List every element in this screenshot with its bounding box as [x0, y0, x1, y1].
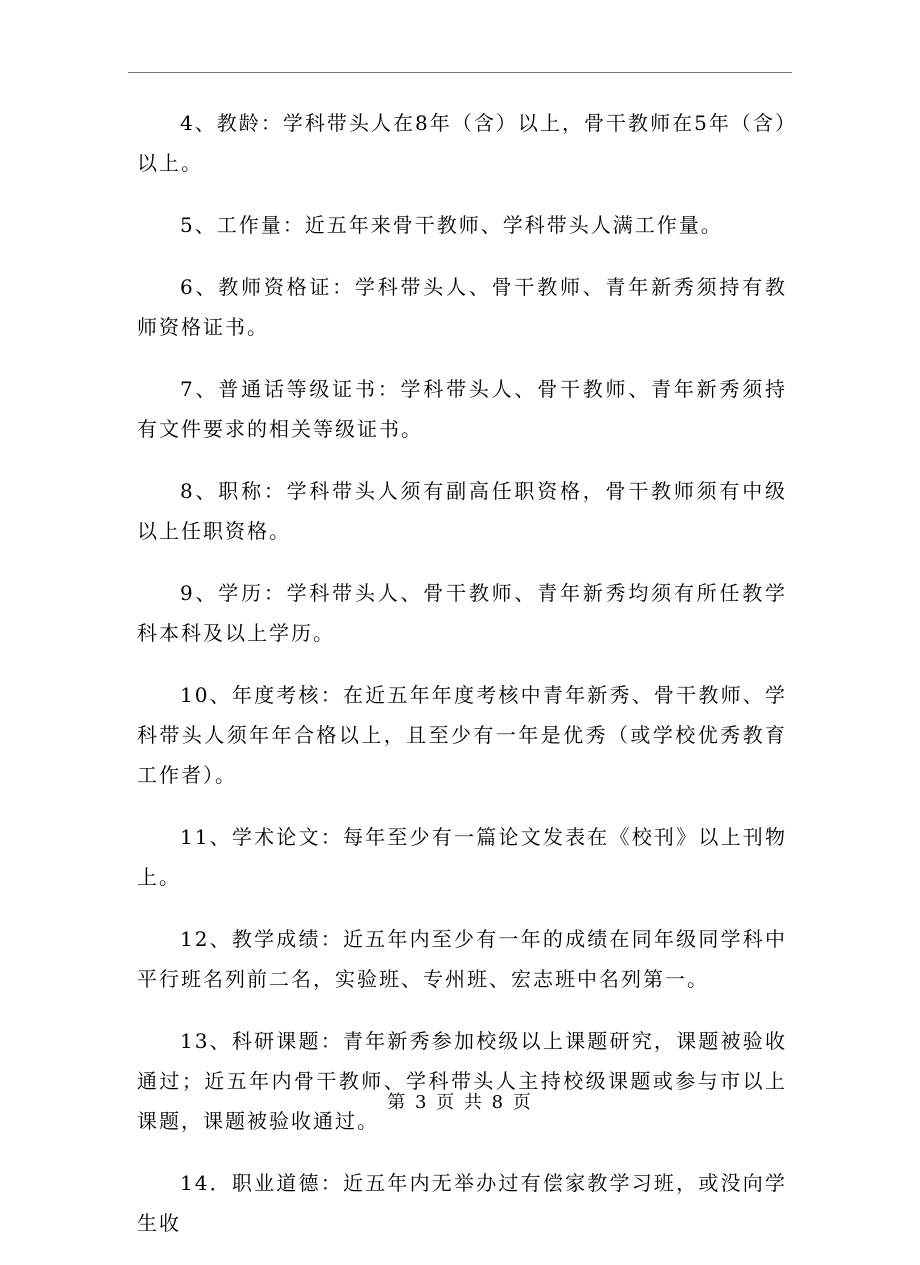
header-rule	[128, 72, 792, 73]
paragraph-item-13: 13、科研课题：青年新秀参加校级以上课题研究，课题被验收通过；近五年内骨干教师、学科带头人主持校级课题或参与市以上课题，课题被验收通过。	[137, 1029, 787, 1133]
paragraph-item-7: 7、普通话等级证书：学科带头人、骨干教师、青年新秀须持有文件要求的相关等级证书。	[137, 377, 787, 441]
paragraph-item-5: 5、工作量：近五年来骨干教师、学科带头人满工作量。	[180, 213, 723, 237]
paragraph-item-6: 6、教师资格证：学科带头人、骨干教师、青年新秀须持有教师资格证书。	[137, 275, 787, 339]
paragraph-item-8: 8、职称：学科带头人须有副高任职资格，骨干教师须有中级以上任职资格。	[137, 479, 787, 543]
paragraph-item-11: 11、学术论文：每年至少有一篇论文发表在《校刊》以上刊物上。	[137, 825, 787, 889]
paragraph-item-10: 10、年度考核：在近五年年度考核中青年新秀、骨干教师、学科带头人须年年合格以上，且至少有一年是优秀（或学校优秀教育工作者）。	[137, 683, 787, 787]
page-footer: 第 3 页 共 8 页	[387, 1092, 533, 1113]
paragraph-item-12: 12、教学成绩：近五年内至少有一年的成绩在同年级同学科中平行班名列前二名，实验班、专州班、宏志班中名列第一。	[137, 927, 787, 991]
paragraph-item-14: 14．职业道德：近五年内无举办过有偿家教学习班，或没向学生收	[137, 1171, 787, 1235]
paragraph-item-9: 9、学历：学科带头人、骨干教师、青年新秀均须有所任教学科本科及以上学历。	[137, 581, 787, 645]
paragraph-item-4: 4、教龄：学科带头人在8年（含）以上，骨干教师在5年（含）以上。	[137, 111, 787, 175]
